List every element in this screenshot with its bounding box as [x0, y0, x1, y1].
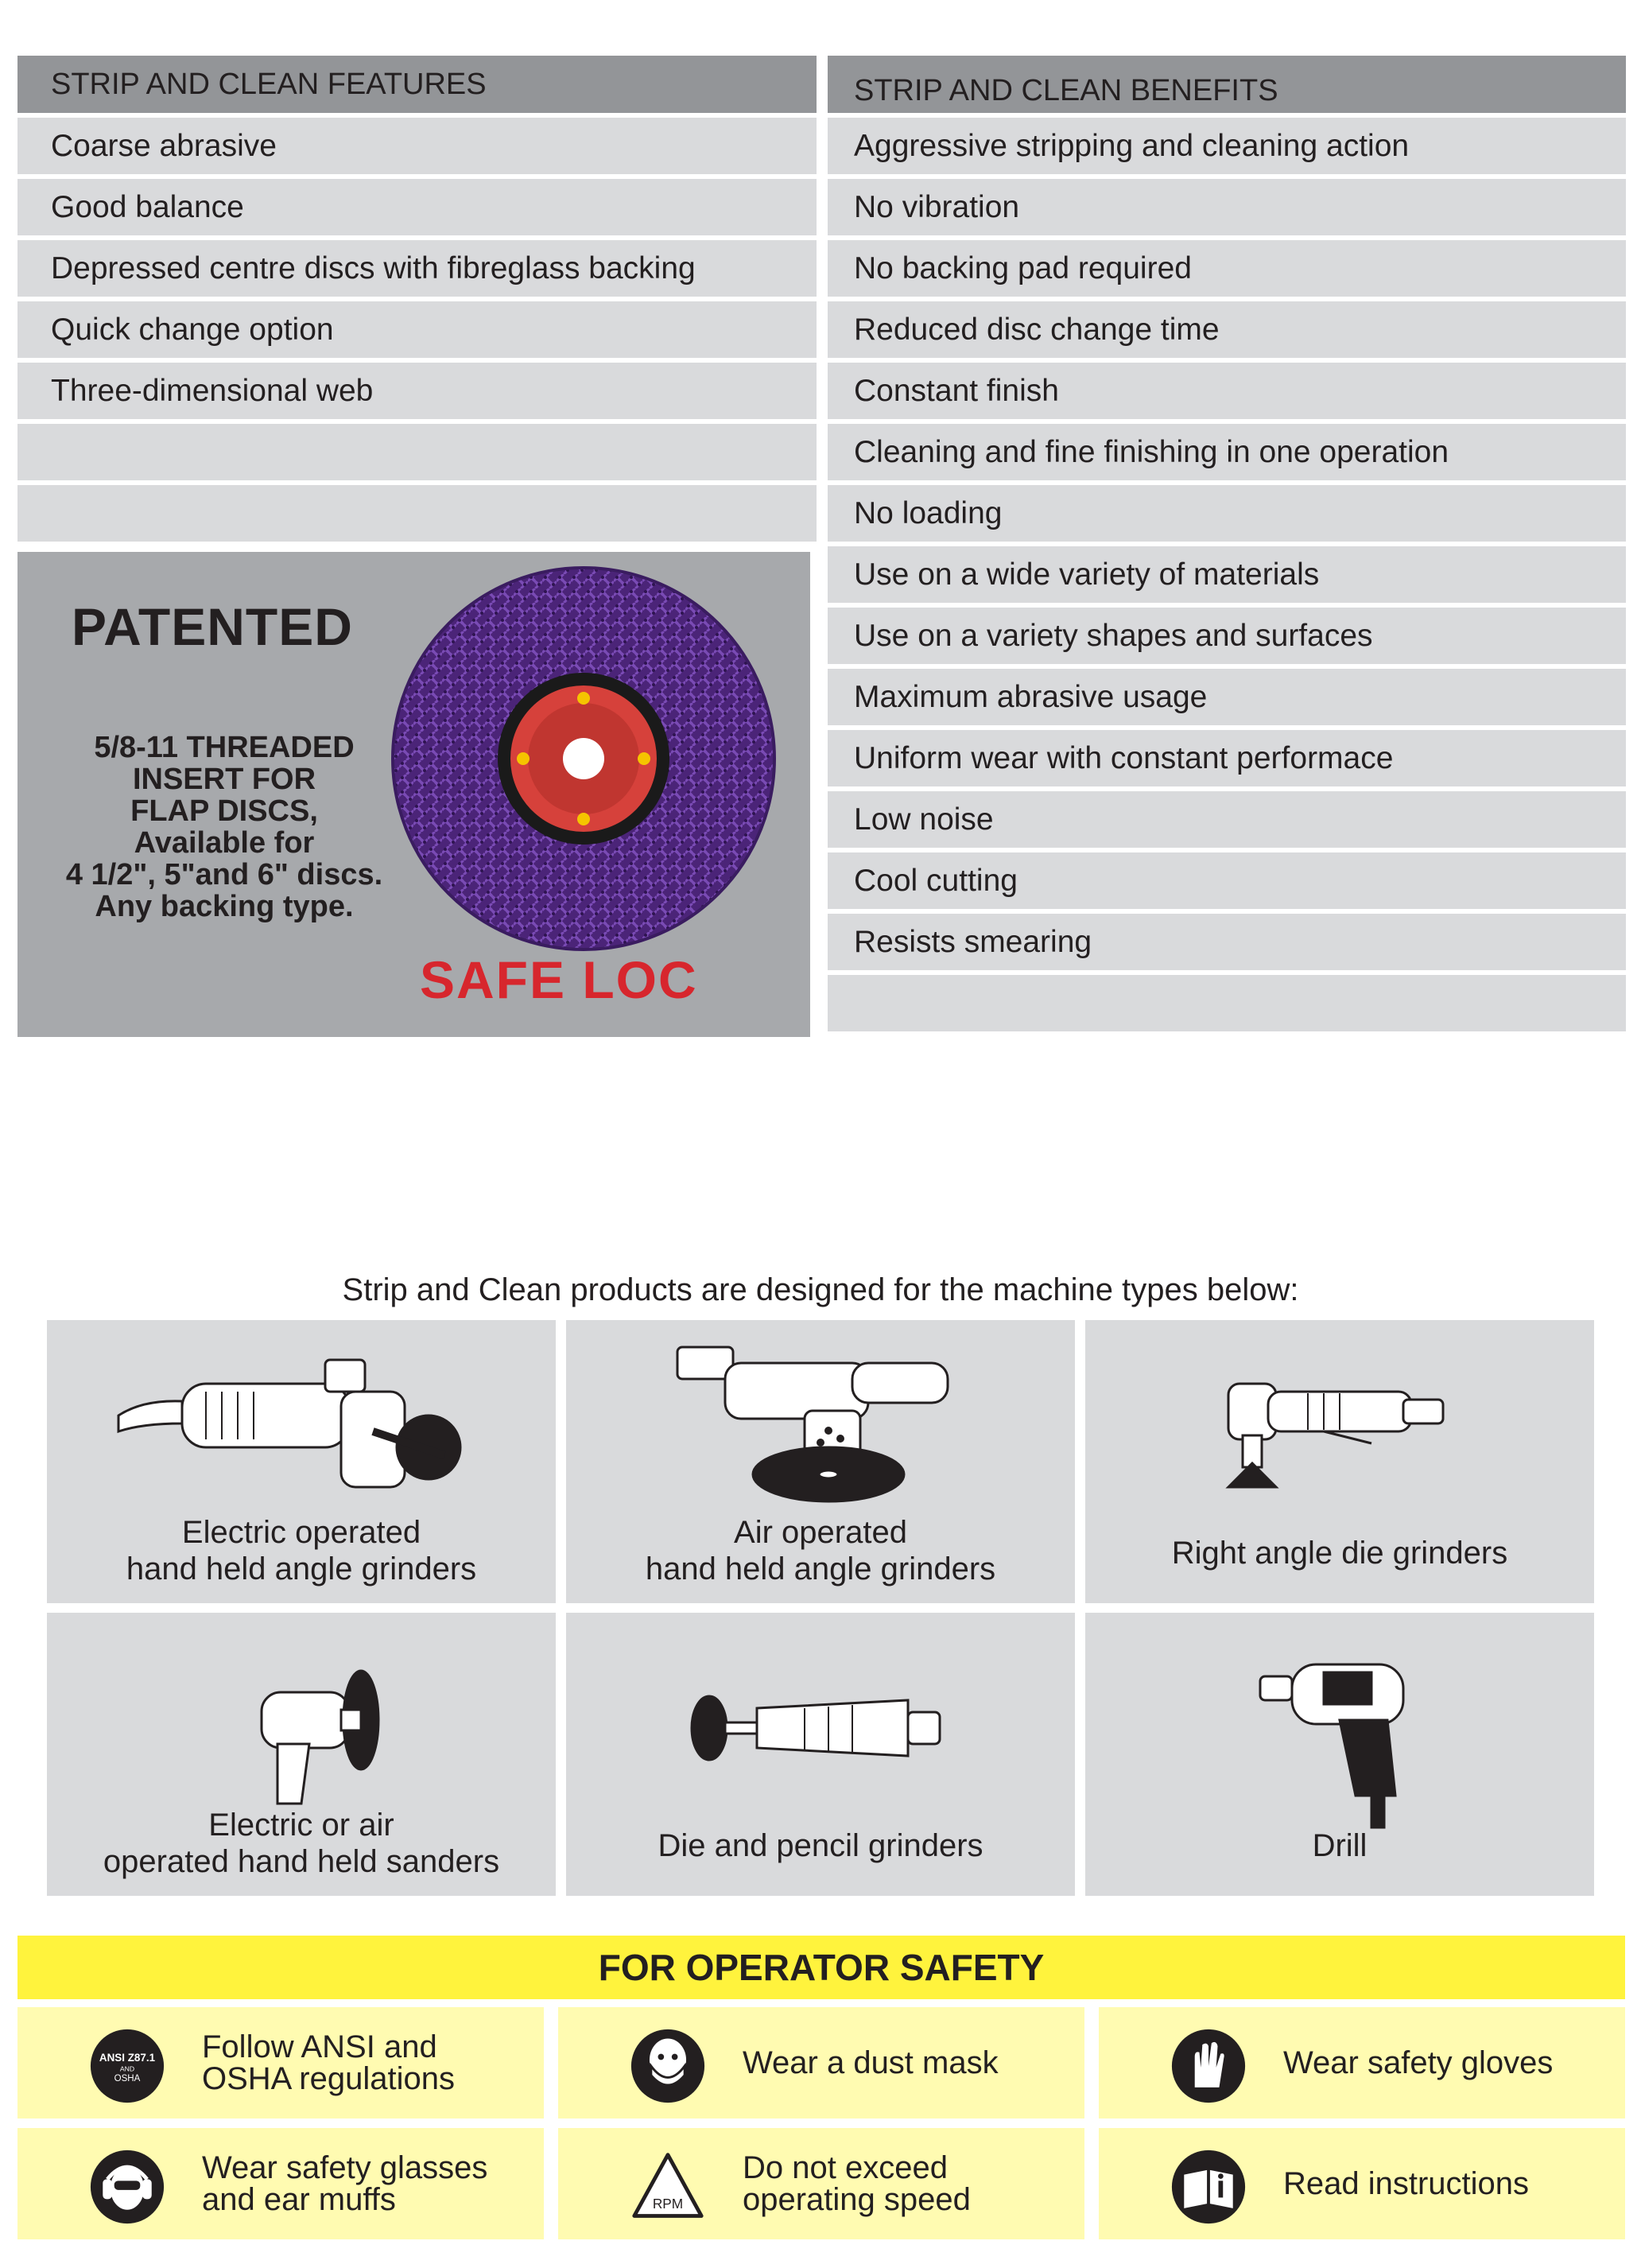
- machine-cell: [1085, 1613, 1594, 1896]
- safety-text: [202, 2128, 487, 2239]
- ansi-icon-text: AND: [119, 2064, 135, 2073]
- feature-row: Depressed centre discs with fibreglass backing: [17, 240, 817, 297]
- benefit-row: No vibration: [828, 179, 1626, 235]
- features-table: [17, 56, 817, 542]
- benefit-row: Resists smearing: [828, 914, 1626, 970]
- feature-row-empty: [17, 485, 817, 542]
- machine-label: [1085, 1535, 1594, 1571]
- safety-title: FOR OPERATOR SAFETY: [17, 1936, 1625, 1999]
- operator-safety-panel: [17, 1936, 1625, 2243]
- benefits-table: [828, 56, 1626, 1031]
- machine-label: [47, 1514, 556, 1587]
- benefit-row: No loading: [828, 485, 1626, 542]
- machine-cell: [47, 1613, 556, 1896]
- machine-label-line: Right angle die grinders: [1171, 1536, 1508, 1571]
- safety-text-line: Follow ANSI and: [202, 2029, 437, 2064]
- right-angle-die-grinder-icon: [1212, 1368, 1467, 1511]
- benefit-row: Aggressive stripping and cleaning action: [828, 118, 1626, 174]
- air-angle-grinder-icon: [669, 1331, 972, 1506]
- safety-text: [743, 2007, 999, 2118]
- benefit-row: Use on a wide variety of materials: [828, 546, 1626, 603]
- benefit-row: Constant finish: [828, 363, 1626, 419]
- dust-mask-icon: [630, 2028, 706, 2104]
- machine-label-line: Electric operated: [181, 1515, 421, 1550]
- safety-text-line: Do not exceed: [743, 2150, 948, 2185]
- rpm-warning-icon: [630, 2149, 706, 2225]
- safety-text: [743, 2128, 971, 2239]
- machine-label-line: Electric or air: [208, 1808, 394, 1843]
- safety-text: [202, 2007, 455, 2118]
- safety-text-line: Read instructions: [1283, 2166, 1530, 2201]
- safety-item: [17, 2128, 544, 2239]
- feature-row: Quick change option: [17, 301, 817, 358]
- safety-gloves-icon: [1170, 2028, 1247, 2104]
- safety-text-line: Wear a dust mask: [743, 2045, 999, 2080]
- patent-line: Any backing type.: [95, 890, 354, 923]
- safe-loc-brand: SAFE LOC: [420, 950, 698, 1009]
- rpm-icon-text: RPM: [652, 2195, 684, 2212]
- glasses-ear-muffs-icon: [89, 2149, 165, 2225]
- patented-title: PATENTED: [72, 597, 353, 656]
- benefit-row: Maximum abrasive usage: [828, 669, 1626, 725]
- ansi-icon-text: ANSI Z87.1: [99, 2052, 156, 2064]
- machine-label-line: Drill: [1312, 1828, 1368, 1863]
- patent-line: 4 1/2", 5"and 6" discs.: [65, 858, 383, 891]
- safety-item: [558, 2128, 1084, 2239]
- patent-line: INSERT FOR: [132, 763, 316, 796]
- patent-line: 5/8-11 THREADED: [94, 731, 355, 764]
- safety-item: [1099, 2128, 1625, 2239]
- machine-label: [47, 1807, 556, 1880]
- benefit-row: Cool cutting: [828, 852, 1626, 909]
- safety-text-line: Wear safety glasses: [202, 2150, 488, 2185]
- safety-text-line: operating speed: [743, 2182, 971, 2217]
- die-pencil-grinder-icon: [685, 1676, 956, 1780]
- safety-text: [1283, 2128, 1529, 2239]
- machine-label: [1085, 1827, 1594, 1864]
- benefit-row: No backing pad required: [828, 240, 1626, 297]
- benefit-row: Uniform wear with constant performace: [828, 730, 1626, 786]
- patent-line: FLAP DISCS,: [130, 794, 318, 828]
- machine-label: [566, 1827, 1075, 1864]
- patent-line: Available for: [134, 826, 315, 860]
- strip-clean-disc-image: [385, 560, 782, 957]
- read-instructions-icon: [1170, 2149, 1247, 2225]
- benefit-row: Reduced disc change time: [828, 301, 1626, 358]
- machine-label: [566, 1514, 1075, 1587]
- hand-sander-icon: [246, 1668, 389, 1812]
- benefit-row-empty: [828, 975, 1626, 1031]
- machine-label-line: Die and pencil grinders: [658, 1828, 983, 1863]
- machine-types-grid: [47, 1320, 1594, 1896]
- feature-row: Three-dimensional web: [17, 363, 817, 419]
- machine-cell: [47, 1320, 556, 1603]
- feature-row: Coarse abrasive: [17, 118, 817, 174]
- ansi-icon-text: OSHA: [114, 2074, 141, 2084]
- machine-label-line: hand held angle grinders: [126, 1551, 477, 1586]
- electric-angle-grinder-icon: [111, 1344, 492, 1503]
- safety-text-line: Wear safety gloves: [1283, 2045, 1554, 2080]
- benefit-row: Cleaning and fine finishing in one operation: [828, 424, 1626, 480]
- features-header: STRIP AND CLEAN FEATURES: [17, 56, 817, 113]
- machine-cell: [1085, 1320, 1594, 1603]
- machine-label-line: operated hand held sanders: [103, 1844, 500, 1879]
- safety-text-line: and ear muffs: [202, 2182, 396, 2217]
- feature-row-empty: [17, 424, 817, 480]
- safety-item: [17, 2007, 544, 2118]
- machines-title: Strip and Clean products are designed for the machine types below:: [342, 1272, 1299, 1307]
- benefit-row: Low noise: [828, 791, 1626, 848]
- benefits-header: STRIP AND CLEAN BENEFITS: [828, 56, 1626, 113]
- feature-row: Good balance: [17, 179, 817, 235]
- patented-panel: [17, 552, 810, 1037]
- machine-cell: [566, 1320, 1075, 1603]
- machine-label-line: Air operated: [734, 1515, 907, 1550]
- drill-icon: [1252, 1652, 1427, 1835]
- patent-description: [17, 732, 431, 922]
- safety-item: [1099, 2007, 1625, 2118]
- machine-label-line: hand held angle grinders: [645, 1551, 996, 1586]
- ansi-osha-icon: [89, 2028, 165, 2104]
- machine-cell: [566, 1613, 1075, 1896]
- safety-text-line: OSHA regulations: [202, 2061, 455, 2096]
- benefit-row: Use on a variety shapes and surfaces: [828, 608, 1626, 664]
- safety-text: [1283, 2007, 1553, 2118]
- safety-item: [558, 2007, 1084, 2118]
